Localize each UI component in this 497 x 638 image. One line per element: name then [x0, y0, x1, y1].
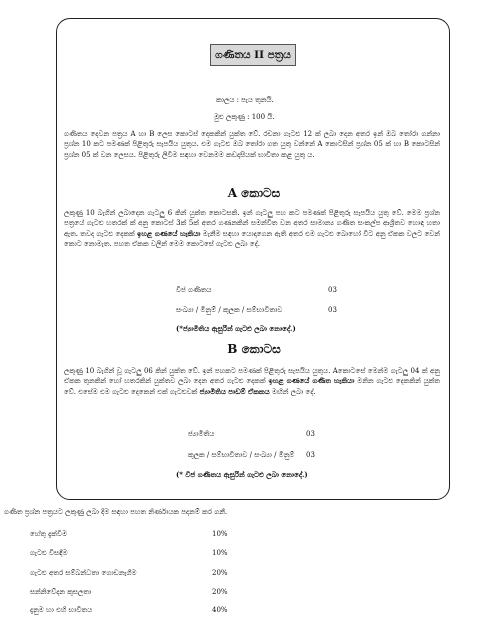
section-a-note: (*ජ්‍යාමිතිය ඇසුරින් ගැටළු ලබා නොදේ.): [176, 324, 296, 333]
section-b-text-3: මඟින් ලබා දේ.: [271, 387, 316, 396]
topic-label: කුලක / සම්භාවිතාව / සංඛ්‍යා / මිනුම්: [188, 451, 295, 459]
topic-label: ජ්‍යාමිතිය: [188, 430, 215, 438]
section-a-topic-row: [176, 306, 376, 316]
intro-paragraph: ගණිතය දෙවන පත්‍රය A හා B ලෙස කොටස් දෙකකින් යුක්ත වේ. රචනා ගැටළු 12 ක් ලබා දෙන අතර ඉන් ඔබ තෝරා ගන්නා ප්‍රශ්න 10 කට පමණක් පිළිතුරු සැපයිය යුතුය. එම ගැටළු ඔබ තෝරා ගත යුතු වන්නේ A කොටසින් ප්‍රශ්න 05 ක් හා B කොටසින් ප්‍රශ්න 05 ක් වන ලෙසය. පිළිතුරු ලිවීම සඳහා වෙනමම කඩදාසියක් භාවිතා කළ යුතු ය.: [64, 130, 440, 159]
total-marks-text: මුළු ලකුණු : 100 යි.: [214, 113, 275, 121]
topic-label: සංඛ්‍යා / මිනුම් / කුලක / සම්භාවිතාව: [176, 306, 283, 314]
section-frame: [56, 18, 450, 500]
section-b-bold-2: ජ්‍යාමිතිය පාඩම් ඒකකය: [199, 386, 270, 396]
marking-criterion-row: [30, 530, 270, 542]
topic-count: 03: [306, 451, 315, 459]
criterion-label: දැනුම හා එහි භාවිතය: [30, 606, 93, 614]
section-a-paragraph: [64, 208, 440, 250]
marking-criterion-row: [30, 549, 270, 561]
section-b-note: (* වීජ ගණිතය ඇසුරින් ගැටළු ලබා නොදේ.): [176, 470, 308, 479]
topic-label: වීජ ගණිතය: [176, 286, 212, 294]
criterion-label: සන්නිවේදන කුසලතා: [30, 588, 92, 596]
section-b-heading: B කොටස: [227, 342, 281, 356]
topic-count: 03: [328, 286, 337, 294]
section-b-bold-1: ඉහළ ගණයේ ගණිත හැකියා: [268, 376, 355, 386]
section-a-heading: A කොටස: [227, 186, 281, 200]
section-b-text-1: ලකුණු 10 බැගින් වූ ගැටලු 06 කින් යුක්ත වේ. ඉන් පහකට පමණක් පිළිතුරු සැපයිය යුතුය. Aකොටසේ මෙන්ම ගැටලු 04 ක් අනු ඒකක තුනකින් හෝ හතරකින් යුක්තව ලබා දෙන අතර ගැටළු දෙකක්: [64, 367, 440, 386]
section-b-paragraph: [64, 366, 440, 397]
criterion-label: හේතු දැක්වීම: [30, 530, 68, 538]
criterion-value: 10%: [212, 549, 228, 557]
topic-count: 03: [328, 306, 337, 314]
section-b-topic-row: [188, 430, 388, 440]
marking-intro: ගණිත ප්‍රශ්න පත්‍රයට ලකුණු ලබා දීම සඳහා පහත නිර්ණායක පදනම් කර ගනී.: [4, 508, 228, 516]
criterion-value: 20%: [212, 588, 228, 596]
section-b-topic-row: [188, 451, 388, 461]
criterion-label: ගැටළු අතර සම්බන්ධතා ගොඩනැගීම: [30, 569, 137, 577]
criterion-label: ගැටළු විසඳීම: [30, 549, 68, 557]
section-a-text-2: මැනීම සඳහා යොදාගෙන ඇති අතර එම ගැටළු බොහෝ විට අනු ඒකක වලට වෙන් කොට නොමැත. පහත ඒකක වලින් මෙම කොටසේ ගැටළු ලබා දේ.: [64, 229, 440, 249]
criterion-value: 10%: [212, 530, 228, 538]
section-b-text-2: මනින ගැටළු දෙකකින් යුක්ත වේ. එසේම එම ගැටළු දෙකෙන් එක් ගැටළුවක්: [64, 377, 440, 396]
criterion-value: 40%: [212, 606, 228, 614]
topic-count: 03: [306, 430, 315, 438]
section-a-bold-1: ඉහළ ගණයේ හැකියා: [137, 228, 201, 238]
section-a-text-1: ලකුණු 10 බැගින් ලබාදෙන ගැටලු 6 කින් යුක්ත කොටසකි. ඉන් ගැටලු පහ කට පමණක් පිළිතුරු සැපයිය යුතු වේ. මෙම ප්‍රශ්න පත්‍රයේ ගැටළු හතරක් ක් අනු කොටස් 3ක් 5ක් අතර ගණනකින් සමන්විත වන අතර සාමාන්‍ය ගණිත සංකල්ප ආශ්‍රිතව හොඳ හතා ඇත. තවද ගැටළු දෙකක්: [64, 209, 440, 238]
marking-criterion-row: [30, 588, 270, 600]
criterion-value: 20%: [212, 569, 228, 577]
paper-title: ගණිතය II පත්‍රය: [210, 44, 296, 66]
marking-criterion-row: [30, 606, 270, 618]
marking-criterion-row: [30, 569, 270, 581]
section-a-topic-row: [176, 286, 376, 296]
duration-text: කාලය : පැය තුනයි.: [216, 96, 274, 104]
